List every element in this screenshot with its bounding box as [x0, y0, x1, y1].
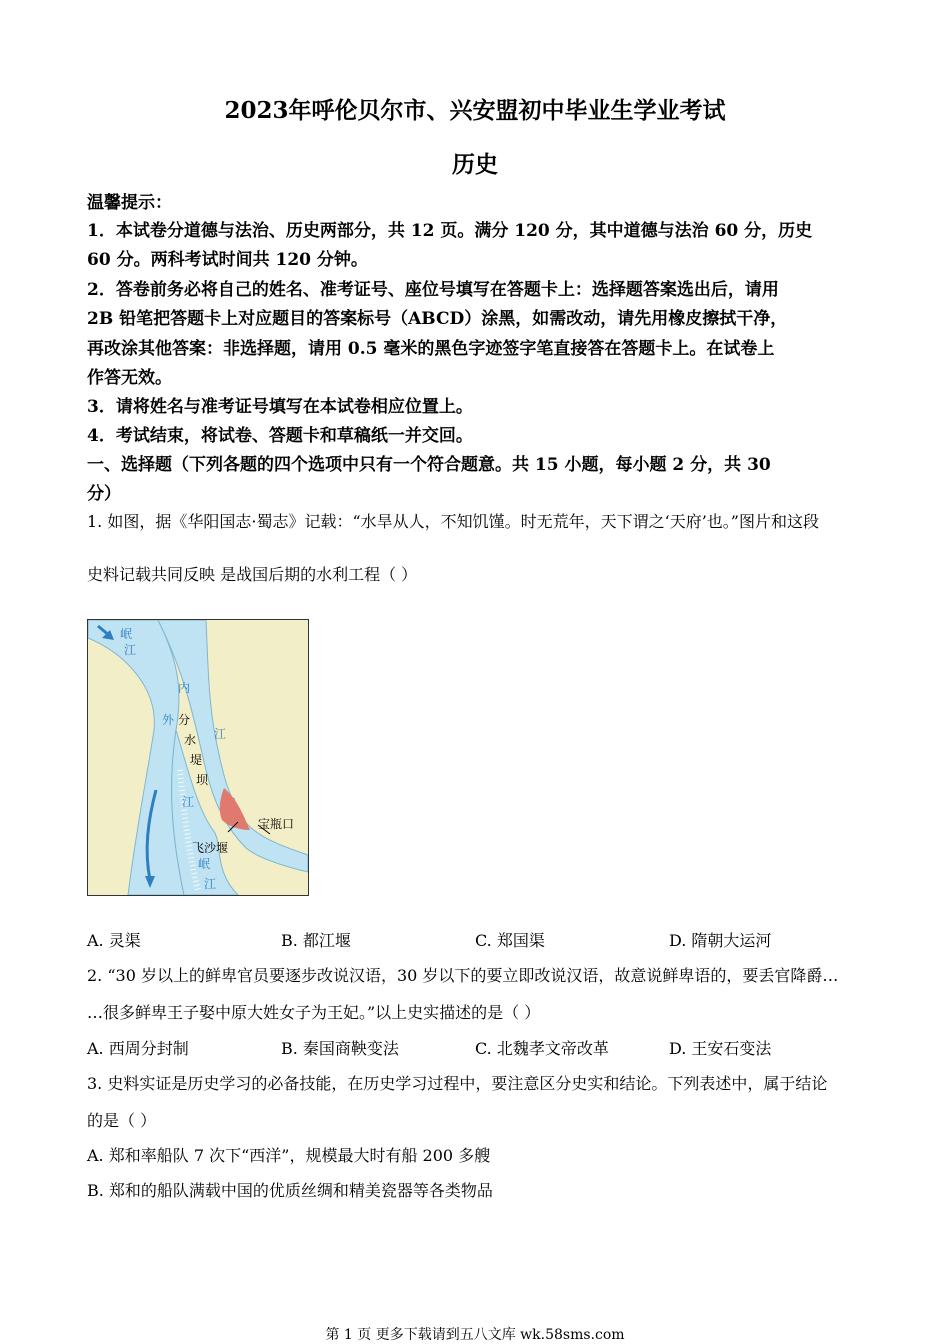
dujiangyan-map	[87, 619, 309, 896]
q1-option-d[interactable]: D. 隋朝大运河	[669, 931, 772, 950]
tip-1-line-2: 60 分。两科考试时间共 120 分钟。	[87, 250, 368, 270]
q3-option-a[interactable]: A. 郑和率船队 7 次下“西洋”，规模最大时有船 200 多艘	[87, 1146, 491, 1165]
q2-stem-line-2: …很多鲜卑王子娶中原大姓女子为王妃。”以上史实描述的是（ ）	[87, 1003, 541, 1022]
q2-option-c[interactable]: C. 北魏孝文帝改革	[475, 1039, 609, 1058]
label-feishayan: 飞沙堰	[192, 841, 229, 855]
subject-title: 历史	[452, 151, 498, 178]
tip-1-line-1: 1．本试卷分道德与法治、历史两部分，共 12 页。满分 120 分，其中道德与法治 60 分，历史	[87, 221, 813, 241]
tip-3: 3．请将姓名与准考证号填写在本试卷相应位置上。	[87, 397, 473, 417]
q3-stem-line-2: 的是（ ）	[87, 1111, 157, 1130]
section-1-line-2: 分）	[87, 484, 121, 504]
label-minjiang-top-2: 江	[124, 643, 137, 657]
tip-2-line-2: 2B 铅笔把答题卡上对应题目的答案标号（ABCD）涂黑，如需改动，请先用橡皮擦拭干净，	[87, 309, 788, 329]
label-fenshui-1: 分	[178, 713, 191, 727]
label-minjiang-bottom-1: 岷	[198, 857, 211, 871]
q3-stem-line-1: 3. 史料实证是历史学习的必备技能，在历史学习过程中，要注意区分史实和结论。下列表述中，属于结论	[87, 1074, 828, 1093]
label-waijiang-1: 外	[162, 713, 175, 727]
q1-option-a[interactable]: A. 灵渠	[87, 931, 141, 950]
section-1-line-1: 一、选择题（下列各题的四个选项中只有一个符合题意。共 15 小题，每小题 2 分，共 30	[87, 455, 771, 475]
q2-stem-line-1: 2. “30 岁以上的鲜卑官员要逐步改说汉语，30 岁以下的要立即改说汉语，故意说鲜卑语的，要丢官降爵…	[87, 966, 839, 985]
page-footer: 第 1 页 更多下载请到五八文库 wk.58sms.com	[325, 1327, 625, 1343]
label-baopingkou: 宝瓶口	[258, 817, 295, 831]
q3-option-b[interactable]: B. 郑和的船队满载中国的优质丝绸和精美瓷器等各类物品	[87, 1181, 493, 1200]
tip-2-line-1: 2．答卷前务必将自己的姓名、准考证号、座位号填写在答题卡上：选择题答案选出后，请用	[87, 280, 779, 300]
label-waijiang-2: 江	[182, 795, 195, 809]
q2-option-a[interactable]: A. 西周分封制	[87, 1039, 189, 1058]
label-fenshui-3: 堤	[190, 753, 203, 767]
label-neijiang-1: 内	[178, 681, 191, 695]
exam-title: 2023年呼伦贝尔市、兴安盟初中毕业生学业考试	[224, 97, 726, 124]
map-drawing	[88, 620, 308, 895]
tip-2-line-3: 再改涂其他答案：非选择题，请用 0.5 毫米的黑色字迹签字笔直接答在答题卡上。在试卷上	[87, 339, 775, 359]
q1-option-c[interactable]: C. 郑国渠	[475, 931, 545, 950]
label-fenshui-4: 坝	[196, 773, 209, 787]
q1-stem-line-1: 1. 如图，据《华阳国志·蜀志》记载：“水旱从人，不知饥馑。时无荒年，天下谓之‘天府’也。”图片和这段	[87, 512, 819, 531]
q1-option-b[interactable]: B. 都江堰	[281, 931, 351, 950]
label-fenshui-2: 水	[184, 733, 197, 747]
q1-stem-line-2: 史料记载共同反映 是战国后期的水利工程（ ）	[87, 565, 418, 584]
q2-option-b[interactable]: B. 秦国商鞅变法	[281, 1039, 399, 1058]
q2-option-d[interactable]: D. 王安石变法	[669, 1039, 772, 1058]
label-neijiang-2: 江	[214, 727, 227, 741]
tip-2-line-4: 作答无效。	[87, 368, 172, 388]
label-minjiang-bottom-2: 江	[204, 877, 217, 891]
tip-4: 4．考试结束，将试卷、答题卡和草稿纸一并交回。	[87, 426, 473, 446]
label-minjiang-top-1: 岷	[120, 627, 133, 641]
tips-heading: 温馨提示：	[87, 193, 172, 213]
